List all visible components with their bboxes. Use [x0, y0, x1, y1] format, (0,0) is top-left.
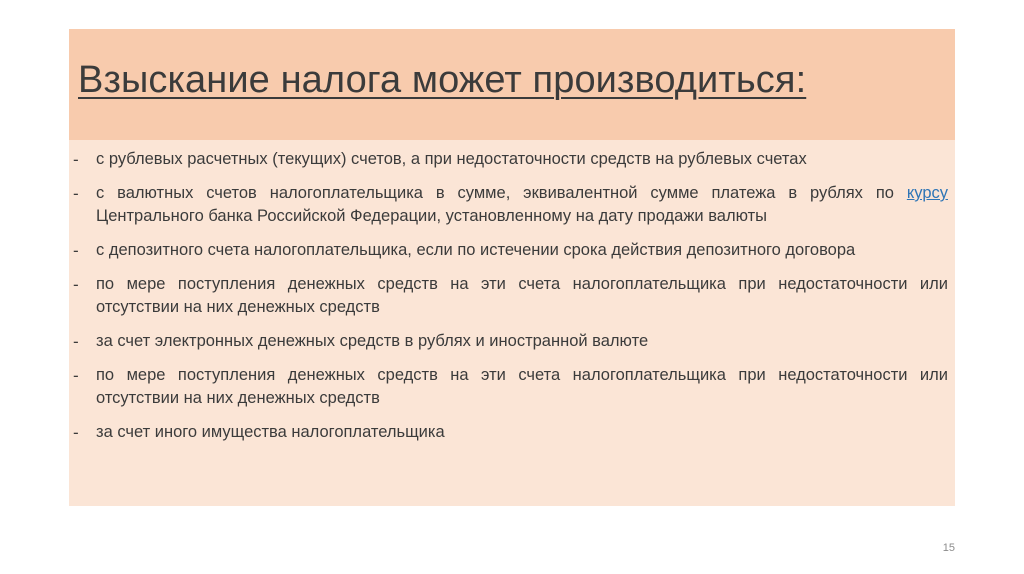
- list-item-text: за счет электронных денежных средств в рублях и иностранной валюте: [96, 332, 649, 350]
- list-item: [73, 148, 948, 171]
- slide-title: Взыскание налога может производиться:: [78, 59, 807, 101]
- list-item-text: [96, 182, 948, 228]
- list-item: [73, 239, 948, 262]
- list-item-text-part: с валютных счетов налогоплательщика в сумме, эквивалентной сумме платежа в рублях по: [96, 184, 907, 202]
- bullet-dash: -: [73, 366, 79, 385]
- list-item-text: по мере поступления денежных средств на эти счета налогоплательщика при недостаточности или отсутствии на них денежных средств: [96, 275, 948, 316]
- bullet-dash: -: [73, 184, 79, 203]
- list-item: [73, 330, 948, 353]
- list-item: [73, 364, 948, 410]
- list-item: [73, 273, 948, 319]
- bullet-dash: -: [73, 241, 79, 260]
- list-item-text: с рублевых расчетных (текущих) счетов, а при недостаточности средств на рублевых счетах: [96, 150, 807, 168]
- list-item-text: за счет иного имущества налогоплательщика: [96, 423, 445, 441]
- bullet-dash: -: [73, 332, 79, 351]
- bullet-dash: -: [73, 150, 79, 169]
- slide-content-box: [69, 29, 955, 506]
- kurs-link[interactable]: курсу: [906, 184, 948, 202]
- bullet-list: [73, 148, 948, 455]
- list-item: [73, 182, 948, 228]
- title-band: [69, 29, 955, 140]
- bullet-dash: -: [73, 275, 79, 294]
- bullet-dash: -: [73, 423, 79, 442]
- page-number: 15: [942, 542, 955, 554]
- list-item-text: по мере поступления денежных средств на эти счета налогоплательщика при недостаточности или отсутствии на них денежных средств: [96, 366, 948, 407]
- list-item-text: с депозитного счета налогоплательщика, если по истечении срока действия депозитного договора: [96, 241, 856, 259]
- list-item-text-part: Центрального банка Российской Федерации, установленному на дату продажи валюты: [96, 207, 768, 225]
- list-item: [73, 421, 948, 444]
